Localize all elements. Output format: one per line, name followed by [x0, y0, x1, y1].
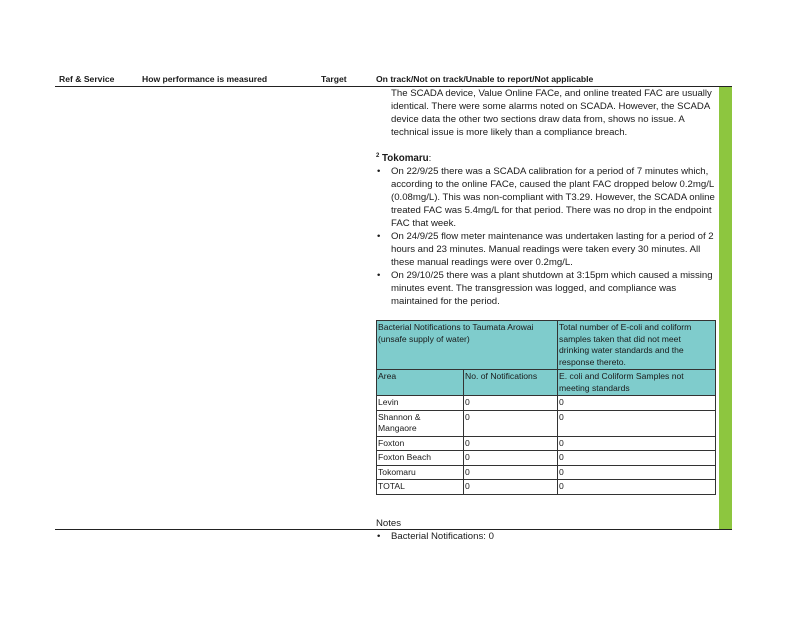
list-item: • On 29/10/25 there was a plant shutdown at 3:15pm which caused a missing minutes event. The transgression was logged, and compliance was maintained for the period. — [377, 270, 713, 307]
table-row: Foxton 0 0 — [377, 436, 716, 451]
table-row: Tokomaru 0 0 — [377, 465, 716, 480]
tokomaru-heading: $^2$ Tokomaru: — [376, 153, 432, 164]
footnote-marker: 2 — [376, 153, 380, 159]
header-how-measured: How performance is measured — [142, 74, 268, 84]
header-status: On track/Not on track/Unable to report/Not applicable — [376, 74, 594, 84]
bacterial-notifications-table — [376, 320, 716, 495]
notes-bullet-list — [376, 530, 718, 543]
table-row: Foxton Beach 0 0 — [377, 451, 716, 466]
list-item: • Bacterial Notifications: 0 — [377, 530, 494, 542]
column-header-area: Area — [377, 370, 464, 396]
column-header-samples: E. coli and Coliform Samples not meeting standards — [558, 370, 716, 396]
table-row: Shannon & Mangaore 0 0 — [377, 410, 716, 436]
table-row-total: TOTAL 0 0 — [377, 480, 716, 495]
status-content — [376, 87, 718, 543]
notes-title: Notes — [376, 517, 402, 529]
list-item: • On 24/9/25 flow meter maintenance was undertaken lasting for a period of 2 hours and 23 minutes. Manual readings were taken every 30 minutes. All these manual readings were over 0.2mg/L. — [377, 231, 714, 268]
tokomaru-bullet-list — [376, 165, 718, 308]
intro-paragraph: The SCADA device, Value Online FACe, and online treated FAC are usually identical. There were some alarms noted on SCADA. However, the SCADA device data the other two sections draw data from, shows no issue. A technical issue is more likely than a compliance breach. — [391, 88, 712, 138]
column-header-notifications: No. of Notifications — [464, 370, 558, 396]
header-ref-service: Ref & Service — [59, 74, 115, 84]
table-header-samples: Total number of E-coli and coliform samples taken that did not meet drinking water standards and the response thereto. — [558, 321, 716, 370]
list-item: • On 22/9/25 there was a SCADA calibration for a period of 7 minutes which, according to the online FACe, caused the plant FAC dropped below 0.2mg/L (0.08mg/L). This was non-compliant with T3.29. However, the SCADA online treated FAC was 5.4mg/L for that period. There was no drop in the endpoint FAC that week. — [377, 166, 715, 229]
header-target: Target — [321, 74, 347, 84]
bottom-divider — [55, 529, 732, 530]
table-row: Levin 0 0 — [377, 396, 716, 411]
table-header-notifications: Bacterial Notifications to Taumata Arowai (unsafe supply of water) — [377, 321, 558, 370]
tokomaru-title: Tokomaru — [382, 153, 429, 164]
status-indicator-bar — [719, 87, 732, 529]
